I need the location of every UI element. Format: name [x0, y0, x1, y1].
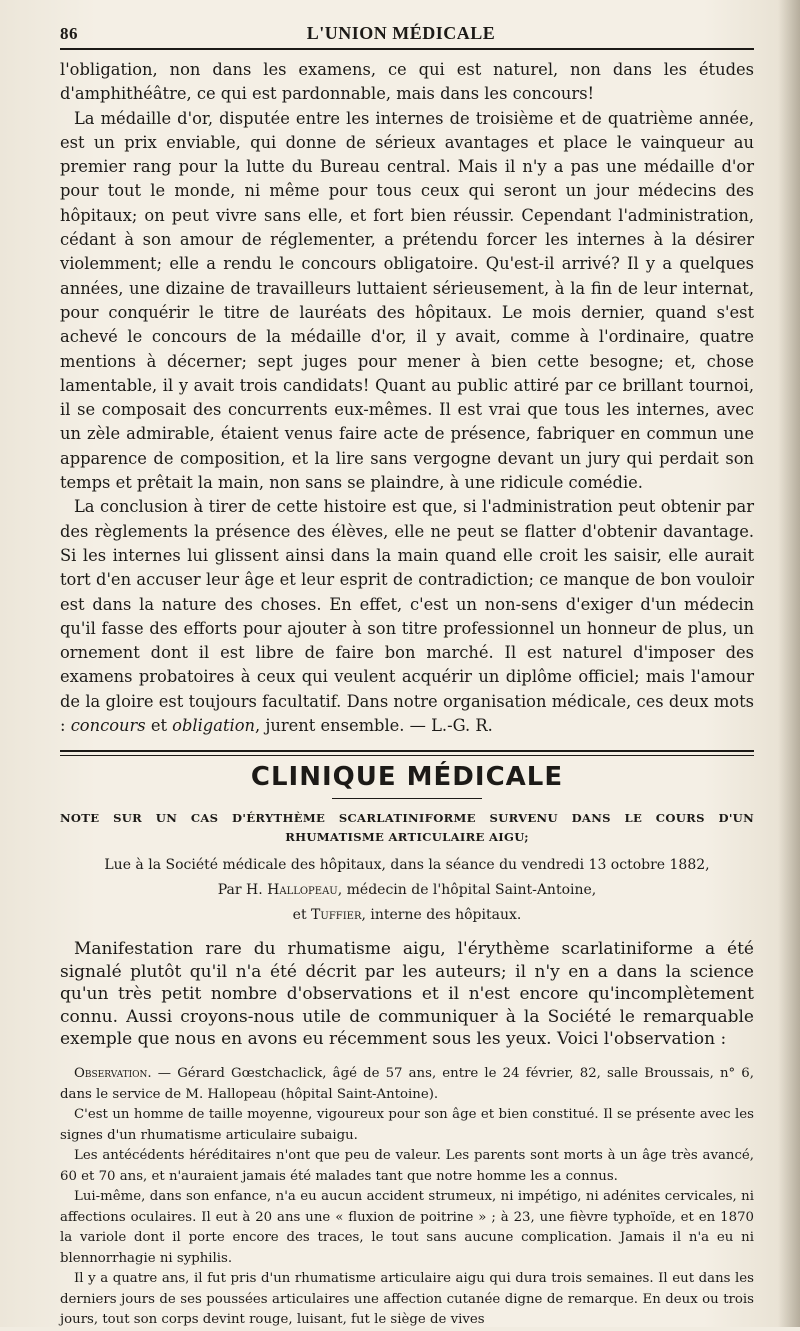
paragraph: Lui-même, dans son enfance, n'a eu aucun accident strumeux, ni impétigo, ni adénites cervicales, ni affections oculaires. Il eut à 20 ans une « fluxion de poitrine » ; à 23, une fièvre typhoïde, et en 1870 la variole dont il porte encore des traces, le tout sans aucune complication. Jamais il n'a eu ni blennorrhagie ni syphilis.	[60, 1189, 754, 1266]
byline	[60, 853, 754, 928]
author-line: Par H. Hallopeau, médecin de l'hôpital Saint-Antoine,	[217, 882, 597, 899]
italic-word: obligation	[172, 716, 255, 736]
article-title-line: RHUMATISME ARTICULAIRE AIGU;	[285, 830, 529, 845]
article-title-line: NOTE SUR UN CAS D'ÉRYTHÈME SCARLATINIFORME SURVENU DANS LE COURS D'UN	[60, 811, 754, 826]
title-rule	[332, 798, 482, 799]
paragraph: Il y a quatre ans, il fut pris d'un rhumatisme articulaire aigu qui dura trois semaines. Il eut dans les derniers jours de ses poussées articulaires une affection cutanée digne de remarque. En deux ou trois jours, tout son corps devint rouge, luisant, fut le siège de vives	[60, 1271, 754, 1328]
italic-word: concours	[70, 716, 146, 736]
page-header	[60, 14, 754, 44]
paragraph: l'obligation, non dans les examens, ce qui est naturel, non dans les études d'amphithéâtre, ce qui est pardonnable, mais dans les concours!	[60, 60, 754, 104]
section-divider	[60, 750, 754, 756]
observation-label: Observation.	[74, 1066, 152, 1082]
author-name: Tuffier	[311, 907, 362, 924]
paragraph: Manifestation rare du rhumatisme aigu, l'érythème scarlatiniforme a été signalé plutôt qu'il n'a été décrit par les auteurs; il n'y en a dans la science qu'un très petit nombre d'observations et il n'est encore qu'incomplètement connu. Aussi croyons-nous utile de communiquer à la Société le remarquable exemple que nous en avons eu récemment sous les yeux. Voici l'observation :	[60, 939, 754, 1049]
page-number: 86	[60, 24, 78, 43]
author-line: et Tuffier, interne des hôpitaux.	[292, 907, 522, 924]
header-rule	[60, 48, 754, 50]
paragraph: Observation. — Gérard Gœstchaclick, âgé de 57 ans, entre le 24 février, 82, salle Broussais, n° 6, dans le service de M. Hallopeau (hôpital Saint-Antoine).	[60, 1066, 754, 1102]
section-title: CLINIQUE MÉDICALE	[250, 762, 564, 793]
paragraph: La médaille d'or, disputée entre les internes de troisième et de quatrième année, est un prix enviable, qui donne de sérieux avantages et place le vainqueur au premier rang pour la lutte du Bureau central. Mais il n'y a pas une médaille d'or pour tout le monde, ni même pour tous ceux qui seront un jour médecins des hôpitaux; on peut vivre sans elle, et fort bien réussir. Cependant l'administration, cédant à son amour de réglementer, a prétendu forcer les internes à la désirer violemment; elle a rendu le concours obligatoire. Qu'est-il arrivé? Il y a quelques années, une dizaine de travailleurs luttaient sérieusement, à la fin de leur internat, pour conquérir le titre de lauréats des hôpitaux. Le mois dernier, quand s'est achevé le concours de la médaille d'or, il y avait, comme à l'ordinaire, quatre mentions à décerner; sept juges pour mener à bien cette besogne; et, chose lamentable, il y avait trois candidats! Quant au public attiré par ce brillant tournoi, il se composait des concurrents eux-mêmes. Il est vrai que tous les internes, avec un zèle admirable, étaient venus faire acte de présence, fabriquer en commun une apparence de composition, et la lire sans vergogne devant un jury qui perdait son temps et prêtait la main, non sans se plaindre, à une ridicule comédie.	[60, 108, 754, 493]
paragraph: La conclusion à tirer de cette histoire est que, si l'administration peut obtenir par des règlements la présence des élèves, elle ne peut se flatter d'obtenir davantage. Si les internes lui glissent ainsi dans la main quand elle croit les saisir, elle aurait tort d'en accuser leur âge et leur esprit de contradiction; ce manque de bon vouloir est dans la nature des choses. En effet, c'est un non-sens d'exiger d'un médecin qu'il fasse des efforts pour ajouter à son titre professionnel un honneur de plus, un ornement dont il est libre de faire bon marché. Il est naturel d'imposer des examens probatoires à ceux qui veulent acquérir un diplôme officiel; mais l'amour de la gloire est toujours facultatif. Dans notre organisation médicale, ces deux mots : concours et obligation, jurent ensemble. — L.-G. R.	[60, 497, 754, 736]
author-name: Hallopeau	[267, 882, 338, 899]
paragraph: C'est un homme de taille moyenne, vigoureux pour son âge et bien constitué. Il se présente avec les signes d'un rhumatisme articulaire subaigu.	[60, 1107, 754, 1143]
article-title	[60, 809, 754, 847]
paragraph: Les antécédents héréditaires n'ont que peu de valeur. Les parents sont morts à un âge très avancé, 60 et 70 ans, et n'auraient jamais été malades tant que notre homme les a connus.	[60, 1148, 754, 1184]
editorial-text	[60, 58, 754, 738]
page-edge-shadow	[778, 0, 800, 1327]
article-intro	[60, 938, 754, 1050]
running-title: L'UNION MÉDICALE	[306, 23, 496, 43]
reading-note: Lue à la Société médicale des hôpitaux, dans la séance du vendredi 13 octobre 1882,	[104, 857, 710, 874]
observation	[60, 1064, 754, 1331]
